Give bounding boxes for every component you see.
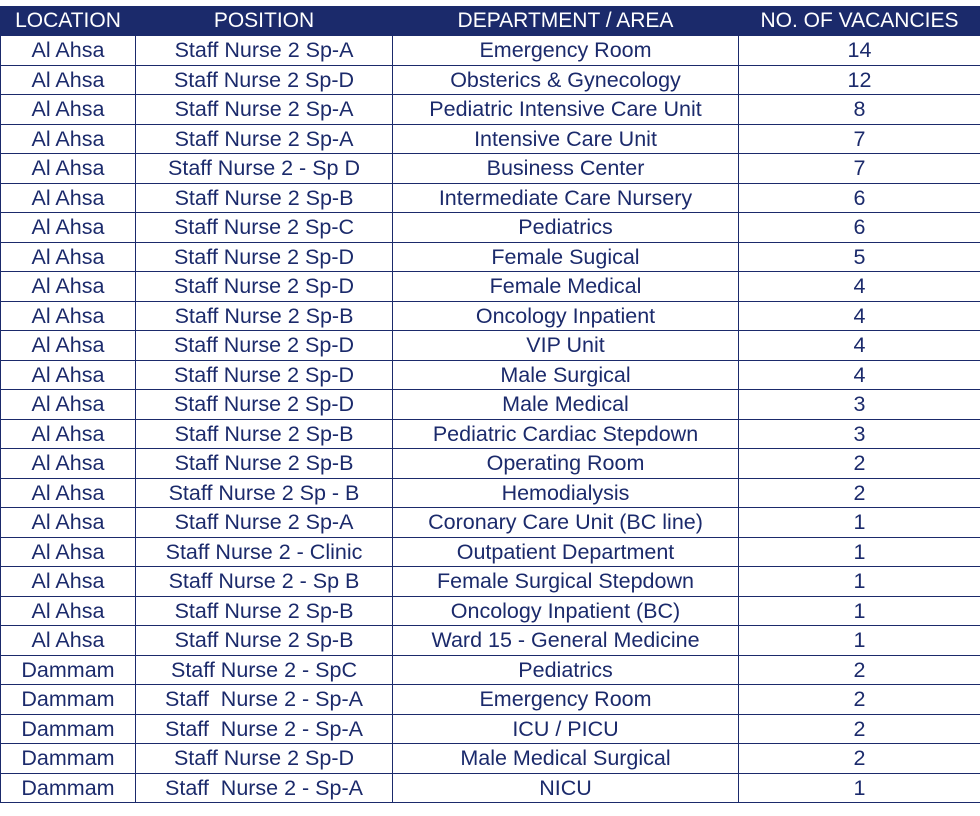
cell-vacancies: 2	[739, 655, 980, 685]
cell-department-area: Male Surgical	[393, 360, 739, 390]
cell-position: Staff Nurse 2 Sp-B	[136, 301, 393, 331]
cell-location: Al Ahsa	[1, 95, 136, 125]
cell-department-area: Business Center	[393, 154, 739, 184]
cell-location: Al Ahsa	[1, 508, 136, 538]
cell-vacancies: 12	[739, 65, 980, 95]
cell-position: Staff Nurse 2 - Clinic	[136, 537, 393, 567]
table-row	[1, 213, 980, 243]
cell-location: Dammam	[1, 714, 136, 744]
header-department-area: DEPARTMENT / AREA	[393, 7, 739, 36]
header-row	[1, 7, 980, 36]
table-row	[1, 36, 980, 66]
cell-department-area: Male Medical Surgical	[393, 744, 739, 774]
cell-vacancies: 1	[739, 567, 980, 597]
cell-vacancies: 3	[739, 419, 980, 449]
cell-location: Al Ahsa	[1, 213, 136, 243]
cell-vacancies: 2	[739, 449, 980, 479]
cell-location: Al Ahsa	[1, 36, 136, 66]
cell-department-area: Pediatric Cardiac Stepdown	[393, 419, 739, 449]
cell-position: Staff Nurse 2 Sp-D	[136, 272, 393, 302]
cell-location: Al Ahsa	[1, 390, 136, 420]
cell-position: Staff Nurse 2 Sp-D	[136, 242, 393, 272]
cell-vacancies: 7	[739, 124, 980, 154]
cell-location: Al Ahsa	[1, 360, 136, 390]
table-row	[1, 449, 980, 479]
cell-vacancies: 4	[739, 360, 980, 390]
table-row	[1, 744, 980, 774]
cell-position: Staff Nurse 2 Sp-D	[136, 744, 393, 774]
cell-department-area: Intensive Care Unit	[393, 124, 739, 154]
cell-vacancies: 8	[739, 95, 980, 125]
cell-position: Staff Nurse 2 Sp-D	[136, 390, 393, 420]
table-row	[1, 242, 980, 272]
cell-location: Al Ahsa	[1, 537, 136, 567]
cell-position: Staff Nurse 2 Sp - B	[136, 478, 393, 508]
table-row	[1, 301, 980, 331]
table-row	[1, 154, 980, 184]
cell-position: Staff Nurse 2 Sp-A	[136, 124, 393, 154]
cell-vacancies: 3	[739, 390, 980, 420]
cell-position: Staff Nurse 2 Sp-B	[136, 449, 393, 479]
cell-position: Staff Nurse 2 Sp-C	[136, 213, 393, 243]
cell-department-area: Operating Room	[393, 449, 739, 479]
cell-position: Staff Nurse 2 Sp-A	[136, 508, 393, 538]
cell-department-area: Male Medical	[393, 390, 739, 420]
cell-location: Al Ahsa	[1, 449, 136, 479]
cell-location: Al Ahsa	[1, 301, 136, 331]
cell-department-area: Outpatient Department	[393, 537, 739, 567]
cell-position: Staff Nurse 2 Sp-D	[136, 360, 393, 390]
cell-department-area: VIP Unit	[393, 331, 739, 361]
cell-location: Dammam	[1, 744, 136, 774]
cell-location: Al Ahsa	[1, 242, 136, 272]
cell-vacancies: 1	[739, 537, 980, 567]
cell-position: Staff Nurse 2 Sp-B	[136, 626, 393, 656]
cell-location: Al Ahsa	[1, 124, 136, 154]
cell-location: Al Ahsa	[1, 419, 136, 449]
header-vacancies: NO. OF VACANCIES	[739, 7, 980, 36]
cell-vacancies: 1	[739, 508, 980, 538]
cell-department-area: Hemodialysis	[393, 478, 739, 508]
cell-location: Al Ahsa	[1, 478, 136, 508]
header-position: POSITION	[136, 7, 393, 36]
table-row	[1, 419, 980, 449]
table-row	[1, 567, 980, 597]
table-row	[1, 272, 980, 302]
cell-vacancies: 2	[739, 685, 980, 715]
cell-vacancies: 2	[739, 478, 980, 508]
cell-position: Staff Nurse 2 Sp-D	[136, 331, 393, 361]
cell-vacancies: 7	[739, 154, 980, 184]
cell-position: Staff Nurse 2 Sp-B	[136, 183, 393, 213]
cell-location: Dammam	[1, 655, 136, 685]
cell-location: Al Ahsa	[1, 596, 136, 626]
cell-location: Al Ahsa	[1, 567, 136, 597]
cell-vacancies: 4	[739, 331, 980, 361]
cell-position: Staff Nurse 2 Sp-B	[136, 596, 393, 626]
table-row	[1, 685, 980, 715]
cell-department-area: Pediatrics	[393, 655, 739, 685]
cell-department-area: Female Surgical Stepdown	[393, 567, 739, 597]
cell-department-area: Pediatrics	[393, 213, 739, 243]
cell-vacancies: 5	[739, 242, 980, 272]
cell-location: Dammam	[1, 685, 136, 715]
vacancies-table	[0, 6, 980, 803]
cell-vacancies: 4	[739, 301, 980, 331]
cell-vacancies: 1	[739, 773, 980, 803]
cell-department-area: Female Sugical	[393, 242, 739, 272]
table-row	[1, 773, 980, 803]
cell-location: Al Ahsa	[1, 272, 136, 302]
cell-department-area: Oncology Inpatient (BC)	[393, 596, 739, 626]
table-row	[1, 360, 980, 390]
cell-department-area: Intermediate Care Nursery	[393, 183, 739, 213]
header-location: LOCATION	[1, 7, 136, 36]
cell-location: Al Ahsa	[1, 331, 136, 361]
table-row	[1, 626, 980, 656]
cell-location: Al Ahsa	[1, 65, 136, 95]
cell-vacancies: 1	[739, 626, 980, 656]
table-row	[1, 183, 980, 213]
table-row	[1, 331, 980, 361]
cell-vacancies: 6	[739, 213, 980, 243]
cell-position: Staff Nurse 2 - SpC	[136, 655, 393, 685]
cell-department-area: Ward 15 - General Medicine	[393, 626, 739, 656]
cell-position: Staff Nurse 2 Sp-B	[136, 419, 393, 449]
cell-position: Staff Nurse 2 Sp-A	[136, 95, 393, 125]
cell-department-area: Coronary Care Unit (BC line)	[393, 508, 739, 538]
cell-location: Dammam	[1, 773, 136, 803]
cell-position: Staff Nurse 2 Sp-D	[136, 65, 393, 95]
table-row	[1, 596, 980, 626]
cell-position: Staff Nurse 2 - Sp B	[136, 567, 393, 597]
cell-position: Staff Nurse 2 - Sp-A	[136, 685, 393, 715]
cell-vacancies: 6	[739, 183, 980, 213]
cell-vacancies: 2	[739, 744, 980, 774]
cell-department-area: Emergency Room	[393, 685, 739, 715]
cell-department-area: ICU / PICU	[393, 714, 739, 744]
cell-position: Staff Nurse 2 - Sp D	[136, 154, 393, 184]
cell-location: Al Ahsa	[1, 626, 136, 656]
cell-department-area: Emergency Room	[393, 36, 739, 66]
table-row	[1, 124, 980, 154]
cell-vacancies: 14	[739, 36, 980, 66]
cell-department-area: Pediatric Intensive Care Unit	[393, 95, 739, 125]
cell-position: Staff Nurse 2 - Sp-A	[136, 714, 393, 744]
table-row	[1, 508, 980, 538]
table-row	[1, 714, 980, 744]
table-row	[1, 537, 980, 567]
cell-department-area: NICU	[393, 773, 739, 803]
cell-vacancies: 4	[739, 272, 980, 302]
table-row	[1, 95, 980, 125]
cell-department-area: Obsterics & Gynecology	[393, 65, 739, 95]
table-row	[1, 65, 980, 95]
cell-location: Al Ahsa	[1, 183, 136, 213]
cell-location: Al Ahsa	[1, 154, 136, 184]
cell-vacancies: 2	[739, 714, 980, 744]
cell-department-area: Oncology Inpatient	[393, 301, 739, 331]
cell-vacancies: 1	[739, 596, 980, 626]
table-body	[1, 36, 980, 803]
table-row	[1, 655, 980, 685]
table-header	[1, 7, 980, 36]
table-row	[1, 478, 980, 508]
cell-position: Staff Nurse 2 Sp-A	[136, 36, 393, 66]
cell-position: Staff Nurse 2 - Sp-A	[136, 773, 393, 803]
cell-department-area: Female Medical	[393, 272, 739, 302]
table-row	[1, 390, 980, 420]
